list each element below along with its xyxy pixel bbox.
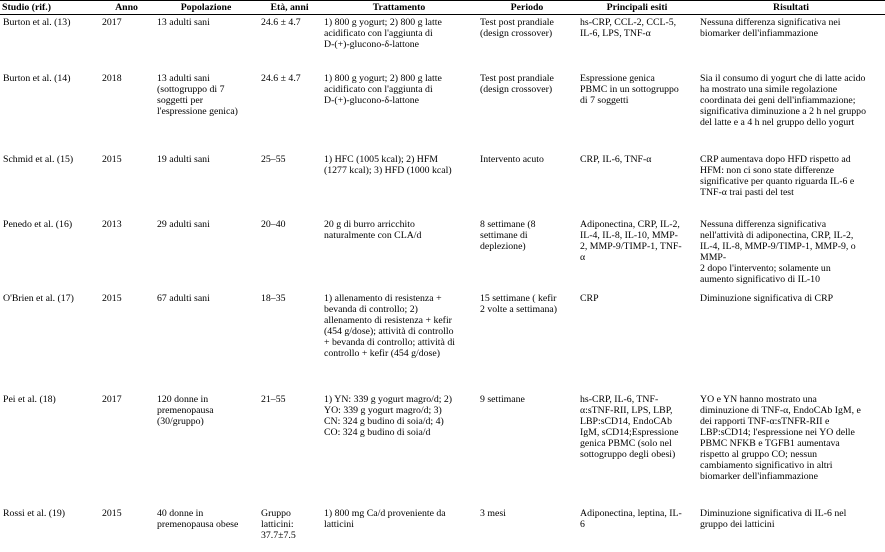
cell-trattamento: 1) 800 g yogurt; 2) 800 g latte acidificato con l'aggiunta di D-(+)-glucono-δ-lattone <box>324 73 442 106</box>
header-trattamento: Trattamento <box>321 1 477 15</box>
cell-trattamento: 1) 800 mg Ca/d proveniente da latticini <box>324 508 446 530</box>
cell-anno: 2018 <box>102 73 122 84</box>
cell-periodo: Test post prandiale (design crossover) <box>480 73 554 95</box>
cell-periodo: 8 settimane (8 settimane di deplezione) <box>480 219 536 252</box>
cell-trattamento: 1) YN: 339 g yogurt magro/d; 2) YO: 339 g yogurt magro/d; 3) CN: 324 g budino di soia/d; 4) CO: 324 g budino di soia/d <box>324 394 453 438</box>
cell-studio: O'Brien et al. (17) <box>3 293 74 304</box>
cell-studio: Schmid et al. (15) <box>3 154 74 165</box>
cell-esiti: hs-CRP, CCL-2, CCL-5, IL-6, LPS, TNF-α <box>580 17 677 39</box>
cell-popolazione: 13 adulti sani (sottogruppo di 7 soggetti per l'espressione genica) <box>157 73 238 117</box>
cell-periodo: 3 mesi <box>480 508 506 519</box>
cell-studio: Pei et al. (18) <box>3 394 56 405</box>
cell-anno: 2015 <box>102 293 122 304</box>
cell-studio: Burton et al. (13) <box>3 17 71 28</box>
cell-anno: 2015 <box>102 154 122 165</box>
cell-esiti: hs-CRP, IL-6, TNF- α:sTNF-RII, LPS, LBP, LBP:sCD14, EndoCAb IgM, sCD14;Espressione genica PBMC (solo nel sottogruppo degli obesi) <box>580 394 679 460</box>
cell-risultati: Diminuzione significativa di CRP <box>700 293 834 304</box>
cell-risultati: CRP aumentava dopo HFD rispetto ad HFM: non ci sono state differenze significative per quanto riguarda IL-6 e TNF-α trai pasti del test <box>700 154 855 198</box>
cell-trattamento: 1) 800 g yogurt; 2) 800 g latte acidificato con l'aggiunta di D-(+)-glucono-δ-lattone <box>324 17 442 50</box>
cell-popolazione: 13 adulti sani <box>157 17 210 28</box>
cell-studio: Burton et al. (14) <box>3 73 71 84</box>
table-row <box>0 152 885 217</box>
cell-popolazione: 120 donne in premenopausa (30/gruppo) <box>157 394 214 427</box>
cell-eta: 18–35 <box>261 293 286 304</box>
cell-studio: Penedo et al. (16) <box>3 219 73 230</box>
header-esiti: Principali esiti <box>577 1 697 15</box>
table-row <box>0 217 885 291</box>
cell-periodo: Intervento acuto <box>480 154 544 165</box>
cell-eta: Gruppo latticini: 37.7±7.5 <box>261 508 296 541</box>
cell-eta: 21–55 <box>261 394 286 405</box>
table-row <box>0 291 885 392</box>
table-row <box>0 392 885 506</box>
cell-esiti: CRP, IL-6, TNF-α <box>580 154 652 165</box>
cell-risultati: Diminuzione significativa di IL-6 nel gruppo dei latticini <box>700 508 847 530</box>
header-row <box>0 1 885 15</box>
table-row <box>0 15 885 72</box>
table-row <box>0 71 885 152</box>
cell-risultati: Nessuna differenza significativa nell'attività di adiponectina, CRP, IL-2, IL-4, IL-8, MMP-9/TIMP-1, MMP-9, o MMP- 2 dopo l'intervento; solamente un aumento significativo di IL-10 <box>700 219 856 285</box>
cell-eta: 25–55 <box>261 154 286 165</box>
cell-periodo: Test post prandiale (design crossover) <box>480 17 554 39</box>
cell-esiti: CRP <box>580 293 599 304</box>
cell-eta: 24.6 ± 4.7 <box>261 17 301 28</box>
cell-anno: 2013 <box>102 219 122 230</box>
cell-trattamento: 1) allenamento di resistenza + bevanda di controllo; 2) allenamento di resistenza + kefir (454 g/dose); attività di controllo + bevanda di controllo; attività di controllo + kefir (454 g/dose) <box>324 293 455 359</box>
cell-esiti: Adiponectina, CRP, IL-2, IL-4, IL-8, IL-10, MMP- 2, MMP-9/TIMP-1, TNF- α <box>580 219 682 263</box>
cell-periodo: 15 settimane ( kefir 2 volte a settimana) <box>480 293 557 315</box>
cell-anno: 2015 <box>102 508 122 519</box>
cell-anno: 2017 <box>102 17 122 28</box>
cell-popolazione: 67 adulti sani <box>157 293 210 304</box>
cell-risultati: YO e YN hanno mostrato una diminuzione di TNF-α, EndoCAb IgM, e dei rapporti TNF-α:sTNFR-RII e LBP:sCD14; l'espressione nei YO delle PBMC NFKB e TGFB1 aumentava rispetto al gruppo CO; nessun cambiamento significativo in altri biomarker dell'infiammazione <box>700 394 861 482</box>
cell-trattamento: 1) HFC (1005 kcal); 2) HFM (1277 kcal); 3) HFD (1000 kcal) <box>324 154 452 176</box>
header-eta: Età, anni <box>258 1 321 15</box>
cell-trattamento: 20 g di burro arricchito naturalmente con CLA/d <box>324 219 422 241</box>
header-popolazione: Popolazione <box>154 1 258 15</box>
cell-periodo: 9 settimane <box>480 394 525 405</box>
cell-esiti: Espressione genica PBMC in un sottogruppo di 7 soggetti <box>580 73 679 106</box>
cell-risultati: Sia il consumo di yogurt che di latte acido ha mostrato una simile regolazione coordinata dei geni dell'infiammazione; significativa diminuzione a 2 h nel gruppo del latte e a 4 h nel gruppo dello yogurt <box>700 73 866 128</box>
cell-popolazione: 19 adulti sani <box>157 154 210 165</box>
cell-eta: 20–40 <box>261 219 286 230</box>
cell-risultati: Nessuna differenza significativa nei biomarker dell'infiammazione <box>700 17 841 39</box>
cell-anno: 2017 <box>102 394 122 405</box>
cell-studio: Rossi et al. (19) <box>3 508 66 519</box>
header-periodo: Periodo <box>477 1 577 15</box>
header-anno: Anno <box>99 1 154 15</box>
cell-popolazione: 40 donne in premenopausa obese <box>157 508 239 530</box>
cell-eta: 24.6 ± 4.7 <box>261 73 301 84</box>
header-studio: Studio (rif.) <box>0 1 99 15</box>
cell-esiti: Adiponectina, leptina, IL- 6 <box>580 508 682 530</box>
header-risultati: Risultati <box>697 1 885 15</box>
table-row <box>0 506 885 548</box>
cell-popolazione: 29 adulti sani <box>157 219 210 230</box>
